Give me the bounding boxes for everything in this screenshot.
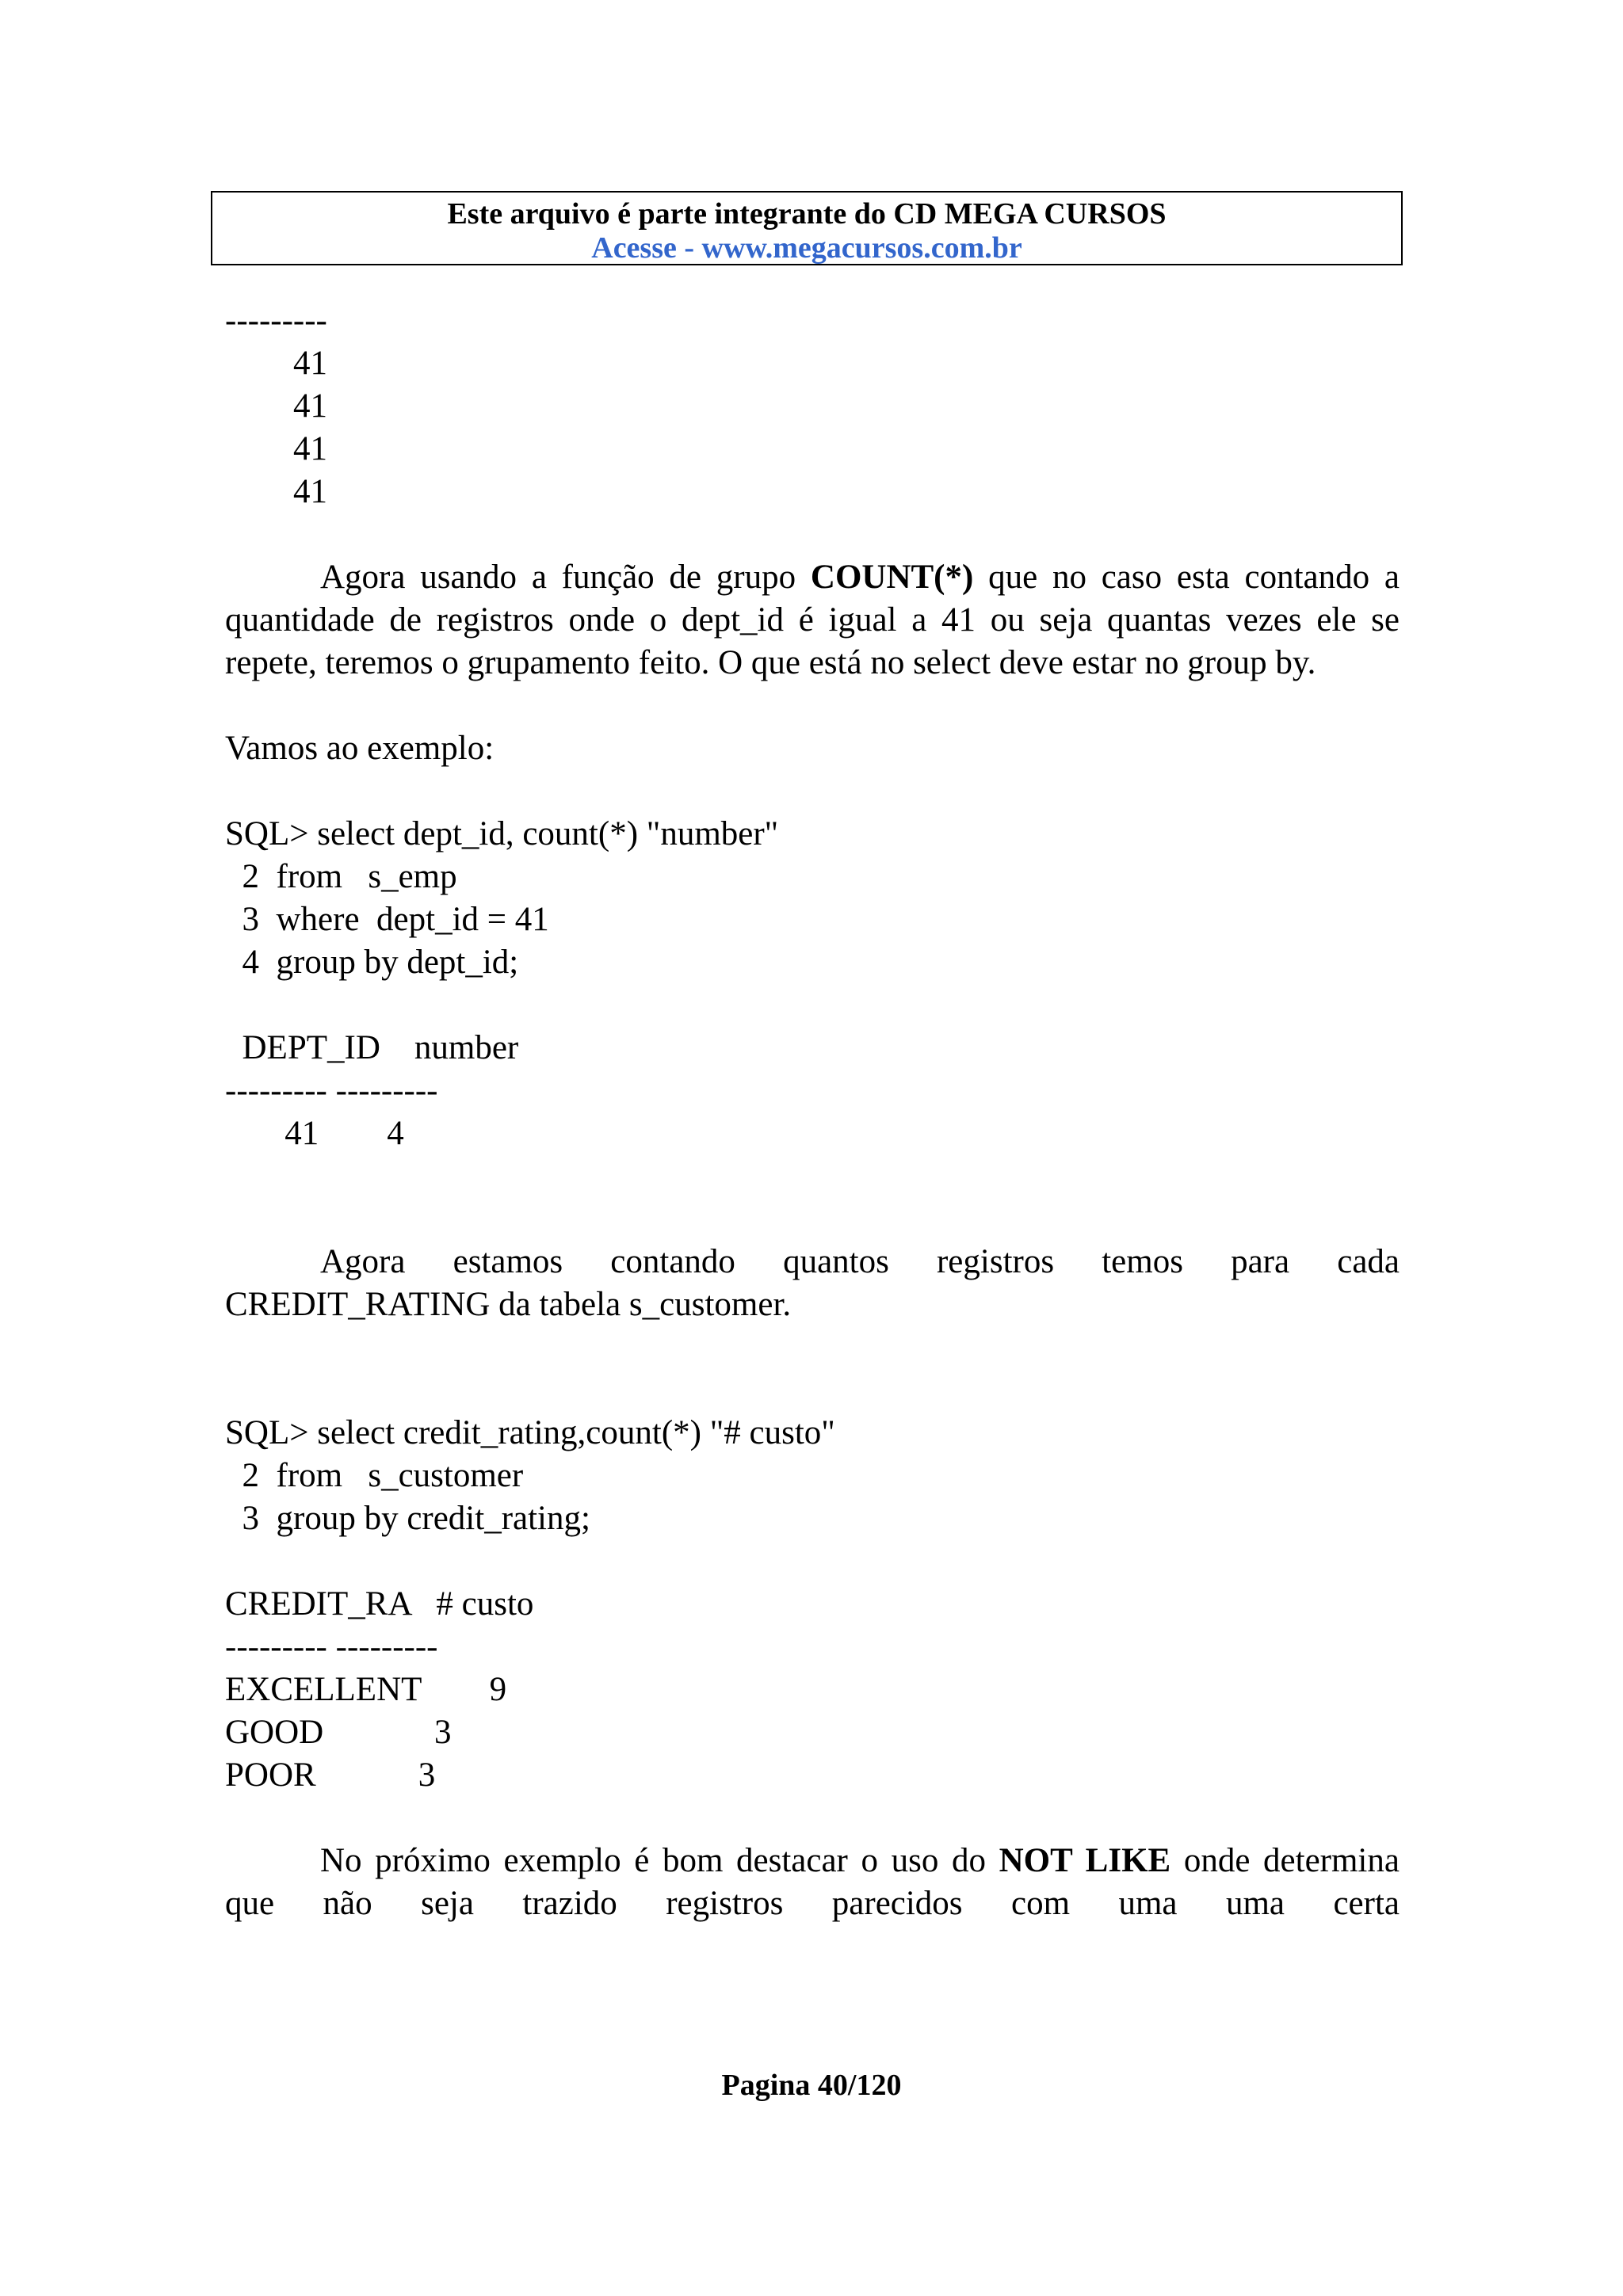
paragraph-credit-line2: CREDIT_RATING da tabela s_customer. [225, 1286, 792, 1323]
header-box [211, 191, 1403, 265]
result-separator: --------- --------- [225, 1628, 438, 1665]
page-number: Pagina 40/120 [721, 2069, 902, 2102]
query-line: 2 from s_customer [225, 1457, 524, 1494]
document-body [225, 299, 1400, 1925]
result-row: 41 [293, 430, 327, 467]
paragraph-credit-line1: Agora estamos contando quantos registros temos para cada [320, 1243, 1400, 1280]
result-row: 41 [293, 387, 327, 425]
paragraph-count: Agora usando a função de grupo COUNT(*) que no caso esta contando a quantidade de registros onde o dept_id é igual a 41 ou seja quantas vezes ele se repete, teremos o grupamento feito. O que está no select deve estar no group by. [225, 559, 1400, 681]
query-line: 4 group by dept_id; [225, 944, 519, 981]
result-row: 41 [293, 345, 327, 382]
result-header: CREDIT_RA # custo [225, 1585, 534, 1623]
result-row: GOOD 3 [225, 1714, 452, 1751]
result-row: 41 [293, 473, 327, 510]
result-header: DEPT_ID number [225, 1029, 519, 1066]
result-row: EXCELLENT 9 [225, 1671, 507, 1708]
header-link[interactable]: Acesse - www.megacursos.com.br [591, 231, 1022, 265]
query-line: SQL> select credit_rating,count(*) "# custo" [225, 1414, 835, 1451]
header-title: Este arquivo é parte integrante do CD MEGA CURSOS [447, 197, 1167, 231]
query-line: 3 group by credit_rating; [225, 1500, 590, 1537]
result-row: POOR 3 [225, 1756, 436, 1794]
paragraph-not-like: No próximo exemplo é bom destacar o uso do NOT LIKE onde determina que não seja trazido registros parecidos com uma uma certa [225, 1842, 1400, 1922]
query-line: 2 from s_emp [225, 858, 457, 895]
result-separator: --------- --------- [225, 1072, 438, 1109]
query-line: SQL> select dept_id, count(*) "number" [225, 815, 779, 852]
query-line: 3 where dept_id = 41 [225, 901, 549, 938]
example-intro: Vamos ao exemplo: [225, 730, 495, 767]
result-separator: --------- [225, 302, 327, 339]
result-row: 41 4 [225, 1115, 404, 1152]
